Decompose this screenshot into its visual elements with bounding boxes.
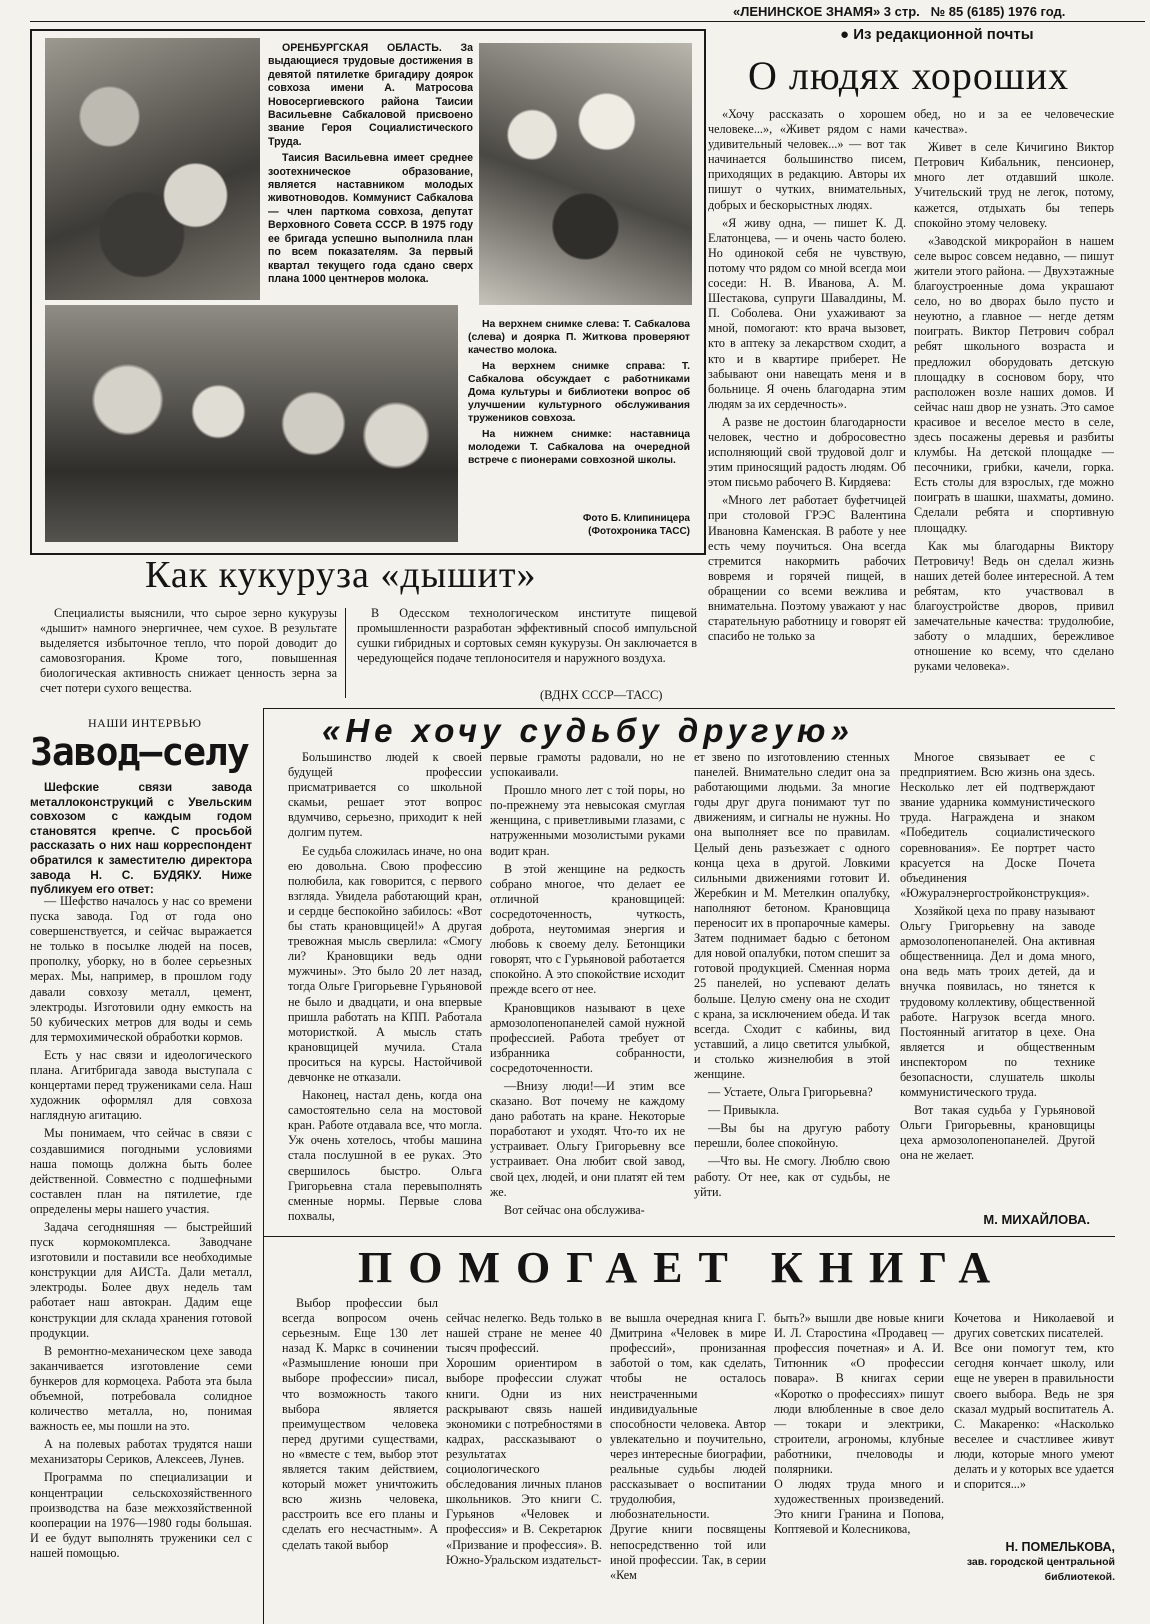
photo-top-left: [45, 38, 260, 300]
book-col-5: Кочетова и Николаевой и других советских писателей. Все они помогут тем, кто сегодня кончает школу, или еще не уверен в правильности своего выбора. Ведь не зря сказал мудрый воспитатель А. С. Макаренко: «Насколько веселее и счастливее живут люди, которые много умеют делать и у которых все удается и спорится...»: [954, 1311, 1114, 1492]
interview-divider: [263, 708, 264, 1624]
fate-col-1: Большинство людей к своей будущей профессии присматривается со школьной скамьи, решает этот вопрос вдумчиво, серьезно, приходит к ней долгим путем. Ее судьба сложилась иначе, но она ею довольна. Свою профессию полюбила, как говорится, с первого взгляда. Увидела работающий кран, и сердце беспокойно забилось: «Вот бы стать крановщицей!» А другая тревожная мысль сверлила: «Смогу ли? Крановщики ведь одни мужчины». Это было 20 лет назад, тогда Ольге Григорьевне Гурьяновой не было и двадцати, и она впервые пришла работать на КПП. Работала мотористкой. А мысль стать крановщицей мучила. Стала проситься на курсы. Настойчивой девчонке не отказали. Наконец, настал день, когда она самостоятельно села на мостовой кран. Работе отдавала все, что могла. Уж очень хотелось, чтобы машина стала послушной в ее руках. Это свершилось быстро. Ольга Григорьевна стала перевыполнять сменные нормы. Первые слова похвалы,: [288, 750, 482, 1223]
book-title: ПОМОГАЕТ КНИГА: [358, 1243, 1007, 1292]
letters-col-2: обед, но и за ее человеческие качества». Живет в селе Кичигино Виктор Петрович Кибальник, пенсионер, много лет отдавший школе. Учительский труд не легок, потому, кажется, отдыхать бы теперь спокойно этому человеку. «Заводской микрорайон в нашем селе вырос совсем недавно, — пишут жители этого района. — Двухэтажные благоустроенные дома украшают село, но во дворах было пусто и неуютно, а главное — негде детям поиграть. Виктор Петрович собрал ребят школьного возраста и предложил оборудовать детскую площадку в сосновом бору, что расположен возле наших домов. И сейчас наш двор не узнать. Это самое красивое и веселое место в селе, здесь посажены деревья и разбиты клумбы. На детской площадке — песочники, грибки, качели, горка. Есть столы для взрослых, где можно поиграть в шашки, шахматы, домино. Сделали ребята и спортивную площадку. Как мы благодарны Виктору Петровичу! Ведь он сделал жизнь наших детей более интересной. А тем ребятам, кто участвовал в благоустройстве дворов, привил замечательные качества: трудолюбие, заботу о младших, бережливое отношение ко всему, что сделано руками человека».: [914, 107, 1114, 674]
corn-divider: [345, 608, 346, 698]
fate-author: М. МИХАЙЛОВА.: [983, 1212, 1090, 1227]
newspaper-name: «ЛЕНИНСКОЕ ЗНАМЯ» 3 стр.: [733, 4, 920, 19]
photo-top-right: [479, 43, 692, 305]
interview-lead: Шефские связи завода металлоконструкций с Увельским совхозом с каждым годом становятся крепче. С просьбой рассказать о них наш корреспондент обратился к заместителю директора завода Н. С. БУДЯКУ. Ниже публикуем его ответ:: [30, 780, 252, 895]
photo-credit: Фото Б. Клипиницера (Фотохроника ТАСС): [582, 513, 690, 537]
book-col-2: сейчас нелегко. Ведь только в нашей стране не менее 40 тысяч профессий. Хорошим ориентиром в выборе профессии служат книги. Одни из них раскрывают связь нашей экономики с потребностями в кадрах, рассказывают о результатах социологического обследования личных планов школьников. Это книги С. Гурьянов «Человек и профессия» и В. Секретарюк «Призвание и профессия». В. Южно-Уральском издательст-: [446, 1311, 602, 1567]
corn-col-1: Специалисты выяснили, что сырое зерно кукурузы «дышит» намного энергичнее, чем сухое. В результате выделяется избыточное тепло, что порой доводит до самовозгорания. Кроме того, повышенная биологическая активность снижает ценность зерна за счет потери сухого вещества.: [40, 606, 337, 696]
letters-rubric: ● Из редакционной почты: [840, 26, 1034, 43]
corn-col-2: В Одесском технологическом институте пищевой промышленности разработан эффективный способ импульсной сушки гибридных и сортовых семян кукурузы. Он заключается в чередующейся подаче теплоносителя и наружного воздуха.: [357, 606, 697, 666]
book-author: Н. ПОМЕЛЬКОВА, зав. городской центральной библиотекой.: [966, 1540, 1115, 1583]
letters-title: О людях хороших: [748, 53, 1070, 98]
header-rule: [30, 21, 1145, 22]
letters-col-1: «Хочу рассказать о хорошем человеке...», «Живет рядом с нами удивительный человек...» — вот так начинается большинство писем, приходящих в редакцию. Авторы их пишут о чутких, внимательных, добрых и бескорыстных людях. «Я живу одна, — пишет К. Д. Елатонцева, — и очень часто болею. Но одинокой себя не чувствую, потому что рядом со мной всегда мои соседи: Н. В. Иванова, А. М. Шестакова, супруги Шавалдины, М. П. Соболева. Они ухаживают за мной, помогают: кто врача вызовет, кто в аптеку за лекарством сходит, а кто и в квартире приберет. Не забывают они навещать меня и в больнице. Я очень благодарна этим людям за их сердечность». А разве не достоин благодарности человек, честно и добросовестно исполняющий свой трудовой долг и этим приносящий радость людям. Об этом письмо рабочего В. Кирдяева: «Много лет работает буфетчицей при столовой ГРЭС Валентина Ивановна Каменская. В работе у нее есть чему поучиться. Она всегда стремится накормить рабочих вовремя и горячей пищей, в обращении со всеми вежлива и внимательна. Поэтому уважают у нас старательную работницу и говорят ей спасибо не только за: [708, 107, 906, 644]
corn-source: (ВДНХ СССР—ТАСС): [540, 688, 663, 702]
photo-caption-main: ОРЕНБУРГСКАЯ ОБЛАСТЬ. За выдающиеся трудовые достижения в девятой пятилетке бригадиру доярок совхоза имени А. Матросова Новосергиевского района Таисии Васильевне Сабкаловой присвоено звание Героя Социалистического Труда. Таисия Васильевна имеет среднее зоотехническое образование, является наставником молодых животноводов. Коммунист Сабкалова — член парткома совхоза, депутат Верховного Совета СССР. В 1975 году ее бригада успешно выполнила план по всем показателям. За первый квартал текущего года сдано сверх плана 1000 центнеров молока.: [268, 42, 473, 285]
issue-number: № 85 (6185) 1976 год.: [930, 4, 1066, 19]
masthead: [733, 4, 1143, 19]
photo-caption-secondary: На верхнем снимке слева: Т. Сабкалова (слева) и доярка П. Житкова проверяют качество молока. На верхнем снимке справа: Т. Сабкалова обсуждает с работниками Дома культуры и библиотеки вопрос об улучшении культурного обслуживания тружеников совхоза. На нижнем снимке: наставница молодежи Т. Сабкалова на очередной встрече с пионерами совхозной школы.: [468, 319, 690, 466]
book-col-1: Выбор профессии был всегда вопросом очень серьезным. Еще 130 лет назад К. Маркс в сочинении «Размышление юноши при выборе профессии» писал, что возможность такого выбора является преимуществом человека перед другими существами, но «вместе с тем, выбор этот является таким действием, который может уничтожить всю жизнь человека, расстроить все его планы и сделать его несчастным». А сделать такой выбор: [282, 1296, 438, 1552]
fate-col-4: Многое связывает ее с предприятием. Всю жизнь она здесь. Несколько лет ей подтверждают звание ударника коммунистического труда. Награждена и знаком «Победитель социалистического соревнования». Ее портрет часто красуется на Доске Почета объединения «Южуралэнергостройконструкция». Хозяйкой цеха по праву называют Ольгу Григорьевну на заводе армозолопенопанелей. Она активная общественница. Дел и дома много, она ведь мать троих детей, да и внучка появилась, но тянется к трудовому коллективу, общественной работе. Нагрузок всегда много. Постоянный агитатор в цехе. Она является и общественным инспектором по технике безопасности, слушатель школы коммунистического труда. Вот такая судьба у Гурьяновой Ольги Григорьевны, крановщицы цеха армозолопенопанелей. Другой она не желает.: [900, 750, 1095, 1163]
book-col-3: ве вышла очередная книга Г. Дмитрина «Человек в мире профессий», пронизанная заботой о том, как сделать, чтобы не осталось неистраченными индивидуальные способности человека. Автор увлекательно и поучительно, через интересные биографии, реальные судьбы людей рассказывает о воспитании трудолюбия, любознательности. Другие книги посвящены непосредственно той или иной профессии. Так, в серии «Кем: [610, 1311, 766, 1582]
fate-title: «Не хочу судьбу другую»: [322, 712, 854, 749]
corn-title: Как кукуруза «дышит»: [145, 554, 537, 596]
interview-title: Завод—селу: [30, 730, 249, 774]
photo-bottom: [45, 305, 458, 542]
fate-col-2: первые грамоты радовали, но не успокаивали. Прошло много лет с той поры, но по-прежнему эта невысокая смуглая женщина, с приветливыми глазами, с натруженными мозолистыми руками водит кран. В этой женщине на редкость собрано многое, что делает ее отличной крановщицей: сосредоточенность, чуткость, доброта, неутомимая энергия и любовь к своему делу. Бетонщики говорят, что с Гурьяновой работается спокойно. А это спокойствие исходит прежде всего от нее. Крановщиков называют в цехе армозолопенопанелей самой нужной профессией. Работа требует от избранника собранности, сосредоточенности. —Внизу люди!—И этим все сказано. Вот почему не каждому дано работать на кране. Некоторые поработают и уходят. Что-то их не устраивает. Ольгу Григорьевну все устраивает. Она любит свой завод, свой цех, людей, и они платят ей тем же. Вот сейчас она обслужива-: [490, 750, 685, 1217]
fate-top-rule: [263, 708, 1115, 709]
book-col-4: быть?» вышли две новые книги И. Л. Старостина «Продавец — профессия почетная» и А. И. Титюнник «О профессии повара». В книгах серии «Коротко о профессиях» пишут люди влюбленные в свое дело — токари и электрики, строители, агрономы, клубные работники, пчеловоды и полярники. О людях труда много и художественных произведений. Это книги Гранина и Попова, Коптяевой и Колесникова,: [774, 1311, 944, 1537]
fate-col-3: ет звено по изготовлению стенных панелей. Внимательно следит она за работающими людьми. За многие годы друг друга понимают тут по движениям, и сигналы не нужны. Но она выполняет все по правилам. Целый день разъезжает с одного конца цеха в другой. Ловкими сильными движениями готовит И. Жеребкин и М. Метелкин опалубку, наполняют бетоном. Крановщица переносит их в пропарочные камеры. Затем поднимает бадью с бетоном для новой опалубки, потом спешит за готовой продукцией. Сменная норма 25 панелей, но успевают делать больше. Целую смену она не сходит с крана, за исключением обеда. И так всегда. Сходит с кабины, вид уставший, а лицо светится улыбкой, и столько жизнелюбия в этой женщине. — Устаете, Ольга Григорьевна? — Привыкла. —Вы бы на другую работу перешли, более спокойную. —Что вы. Не смогу. Люблю свою работу. От нее, как от судьбы, не уйти.: [694, 750, 890, 1199]
interview-body: — Шефство началось у нас со времени пуска завода. Год от года оно совершенствуется, и сейчас выражается не только в посылке людей на посев, прополку, уборку, но в более серьезных мерах. Мы, например, в прошлом году давали совхозу металл, цемент, электроды. Изготовили одну емкость на 50 кубических метров для воды и семь для термохимической обработки кормов. Есть у нас связи и идеологического плана. Агитбригада завода выступала с концертами перед тружениками села. Наш художник оформлял для совхоза наглядную агитацию. Мы понимаем, что сейчас в связи с создавшимися погодными условиями наша помощь должна быть более действенной. Совместно с подшефными составлен план на пятилетие, где определены меры нашего участия. Задача сегодняшняя — быстрейший пуск кормокомплекса. Заводчане изготовили и поставили все необходимые конструкции для АИСТа. Дали металл, электроды. Более двух недель там работает наш автокран. Дадим еще конструкции для склада хранения готовой продукции. В ремонтно-механическом цехе завода заканчивается изготовление семи бункеров для кормоцеха. Работа эта была объемной, потребовала солидное количество металла, но, понимая важность ее, мы пошли на это. А на полевых работах трудятся наши механизаторы Сериков, Алексеев, Лунев. Программа по специализации и концентрации сельскохозяйственного производства на базе межхозяйственной кооперации на 1976—1980 годы большая. И ее будут выполнять труженики сел с нашей помощью.: [30, 894, 252, 1560]
book-top-rule: [263, 1236, 1115, 1237]
interview-rubric: НАШИ ИНТЕРВЬЮ: [88, 716, 202, 730]
